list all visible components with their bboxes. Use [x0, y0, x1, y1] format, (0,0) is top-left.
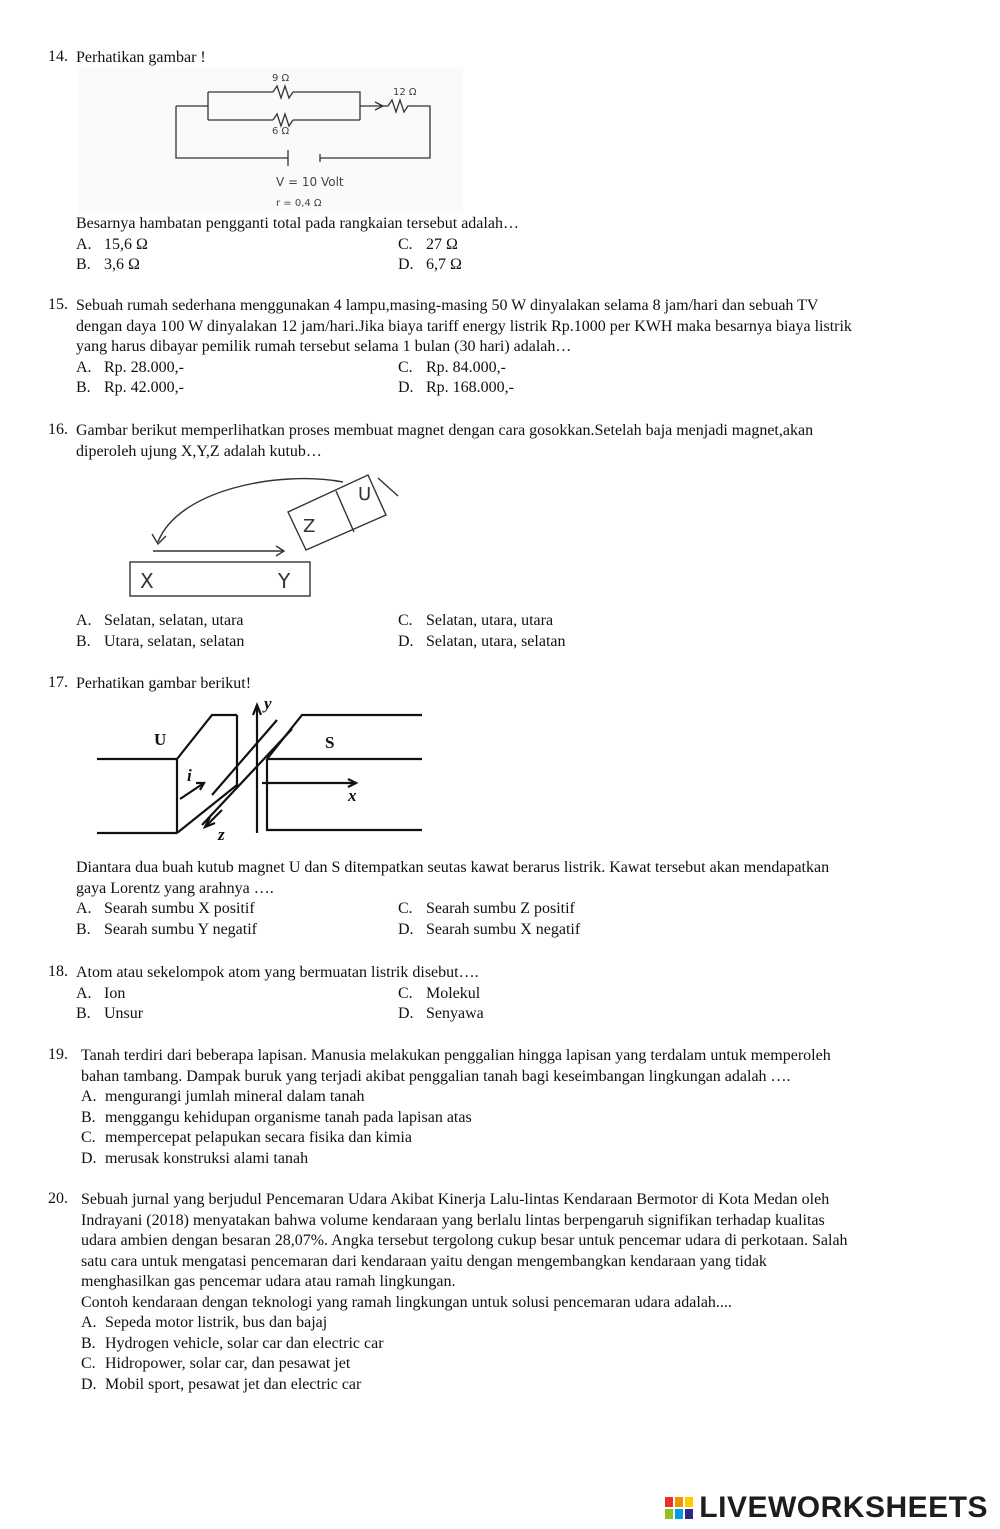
question-16-options [48, 611, 958, 652]
liveworksheets-logo[interactable] [665, 1491, 988, 1525]
internal-resistance-label: r = 0,4 Ω [276, 198, 322, 209]
question-number: 15. [48, 296, 68, 313]
circuit-diagram [78, 68, 463, 213]
option-c[interactable]: C. Selatan, utara, utara [398, 612, 554, 629]
options [81, 1087, 958, 1169]
logo-text: LIVEWORKSHEETS [699, 1491, 988, 1524]
option-b[interactable]: B. 3,6 Ω [76, 256, 140, 273]
option-d[interactable]: D. Senyawa [398, 1005, 484, 1022]
options [76, 611, 958, 652]
z-label: Z [303, 516, 316, 537]
options [76, 358, 958, 399]
options [76, 984, 958, 1025]
option-c[interactable]: C. mempercepat pelapukan secara fisika dan kimia [81, 1129, 412, 1146]
question-number: 18. [48, 963, 68, 980]
z-axis-label: z [218, 825, 225, 844]
option-d[interactable]: D. Selatan, utara, selatan [398, 632, 566, 650]
option-c[interactable]: C. 27 Ω [398, 235, 458, 253]
question-number: 14. [48, 48, 68, 65]
logo-mark-icon [665, 1497, 693, 1519]
question-17 [48, 674, 958, 695]
question-text: Sebuah jurnal yang berjudul Pencemaran Udara Akibat Kinerja Lalu-lintas Kendaraan Bermotor di Kota Medan oleh Indrayani (2018) menyatakan bahwa volume kendaraan yang berlalu lintas berpengaruh signifikan terhadap kualitas udara ambien dengan besaran 28,07%. Angka tersebut tergolong cukup besar untuk pencemar udara di perkotaan. Salah satu cara untuk mengatasi pencemaran dari kendaraan yaitu dengan mengembangkan kendaraan yang tidak menghasilkan gas pencemar udara atau ramah lingkungan. Contoh kendaraan dengan teknologi yang ramah lingkungan untuk solusi pencemaran udara adalah.... [81, 1191, 848, 1311]
options [76, 899, 958, 940]
option-d[interactable]: D. Searah sumbu X negatif [398, 920, 581, 938]
option-c[interactable]: C. Rp. 84.000,- [398, 358, 506, 376]
r1-label: 9 Ω [272, 73, 290, 84]
x-label: X [140, 569, 154, 593]
option-a[interactable]: A. mengurangi jumlah mineral dalam tanah [81, 1088, 365, 1105]
y-label: Y [278, 569, 291, 593]
u-label: U [358, 484, 372, 505]
question-prompt: Perhatikan gambar berikut! [76, 675, 252, 692]
question-text: Tanah terdiri dari beberapa lapisan. Manusia melakukan penggalian hingga lapisan yang terdalam untuk memperoleh bahan tambang. Dampak buruk yang terjadi akibat penggalian tanah bagi keseimbangan lingkungan adalah …. [81, 1047, 831, 1085]
question-15 [48, 296, 958, 399]
question-16 [48, 421, 958, 462]
option-b[interactable]: B. Hydrogen vehicle, solar car dan electric car [81, 1334, 384, 1352]
option-a[interactable]: A. Ion [76, 984, 126, 1002]
options [76, 235, 958, 276]
question-number: 20. [48, 1190, 68, 1207]
question-number: 17. [48, 674, 68, 691]
option-d[interactable]: D. Mobil sport, pesawat jet dan electric car [81, 1375, 362, 1393]
question-18 [48, 963, 958, 1025]
question-14-body [48, 214, 958, 276]
option-b[interactable]: B. Searah sumbu Y negatif [76, 920, 257, 938]
x-axis-label: x [348, 786, 357, 805]
option-a[interactable]: A. Rp. 28.000,- [76, 358, 184, 376]
options [81, 1313, 958, 1395]
option-b[interactable]: B. Rp. 42.000,- [76, 379, 184, 396]
option-d[interactable]: D. merusak konstruksi alami tanah [81, 1149, 309, 1167]
question-text: Gambar berikut memperlihatkan proses membuat magnet dengan cara gosokkan.Setelah baja menjadi magnet,akan diperoleh ujung X,Y,Z adalah kutub… [76, 422, 814, 460]
question-text: Diantara dua buah kutub magnet U dan S ditempatkan seutas kawat berarus listrik. Kawat tersebut akan mendapatkan gaya Lorentz yang arahnya …. [76, 859, 830, 897]
option-a[interactable]: A. Selatan, selatan, utara [76, 612, 244, 629]
option-b[interactable]: B. Unsur [76, 1005, 144, 1022]
option-d[interactable]: D. Rp. 168.000,- [398, 379, 514, 396]
question-14 [48, 48, 958, 69]
y-axis-label: y [264, 695, 272, 713]
option-b[interactable]: B. Utara, selatan, selatan [76, 632, 245, 650]
question-prompt: Perhatikan gambar ! [76, 49, 206, 66]
option-c[interactable]: C. Molekul [398, 984, 481, 1002]
voltage-label: V = 10 Volt [276, 175, 344, 189]
lorentz-force-diagram [92, 695, 432, 845]
question-text: Sebuah rumah sederhana menggunakan 4 lampu,masing-masing 50 W dinyalakan selama 8 jam/hari dan sebuah TV dengan daya 100 W dinyalakan 12 jam/hari.Jika biaya tariff energy listrik Rp.1000 per KWH maka besarnya biaya listrik yang harus dibayar pemilik rumah tersebut selama 1 bulan (30 hari) adalah… [76, 297, 852, 355]
option-a[interactable]: A. Searah sumbu X positif [76, 900, 255, 917]
option-c[interactable]: C. Searah sumbu Z positif [398, 900, 575, 917]
u-pole-label: U [154, 730, 167, 749]
question-17-body [48, 858, 958, 940]
question-text: Besarnya hambatan pengganti total pada rangkaian tersebut adalah… [76, 215, 519, 232]
option-a[interactable]: A. 15,6 Ω [76, 235, 148, 253]
r3-label: 12 Ω [393, 87, 417, 98]
question-prompt: Atom atau sekelompok atom yang bermuatan listrik disebut…. [76, 964, 479, 981]
r2-label: 6 Ω [272, 126, 290, 137]
question-19 [48, 1046, 958, 1169]
current-label: i [187, 766, 192, 785]
magnet-rubbing-diagram [78, 460, 418, 608]
question-number: 16. [48, 421, 68, 438]
question-number: 19. [48, 1046, 68, 1063]
option-b[interactable]: B. menggangu kehidupan organisme tanah pada lapisan atas [81, 1108, 472, 1126]
option-d[interactable]: D. 6,7 Ω [398, 256, 462, 273]
option-c[interactable]: C. Hidropower, solar car, dan pesawat jet [81, 1355, 351, 1372]
question-20 [48, 1190, 958, 1395]
option-a[interactable]: A. Sepeda motor listrik, bus dan bajaj [81, 1314, 328, 1331]
s-pole-label: S [325, 733, 335, 752]
